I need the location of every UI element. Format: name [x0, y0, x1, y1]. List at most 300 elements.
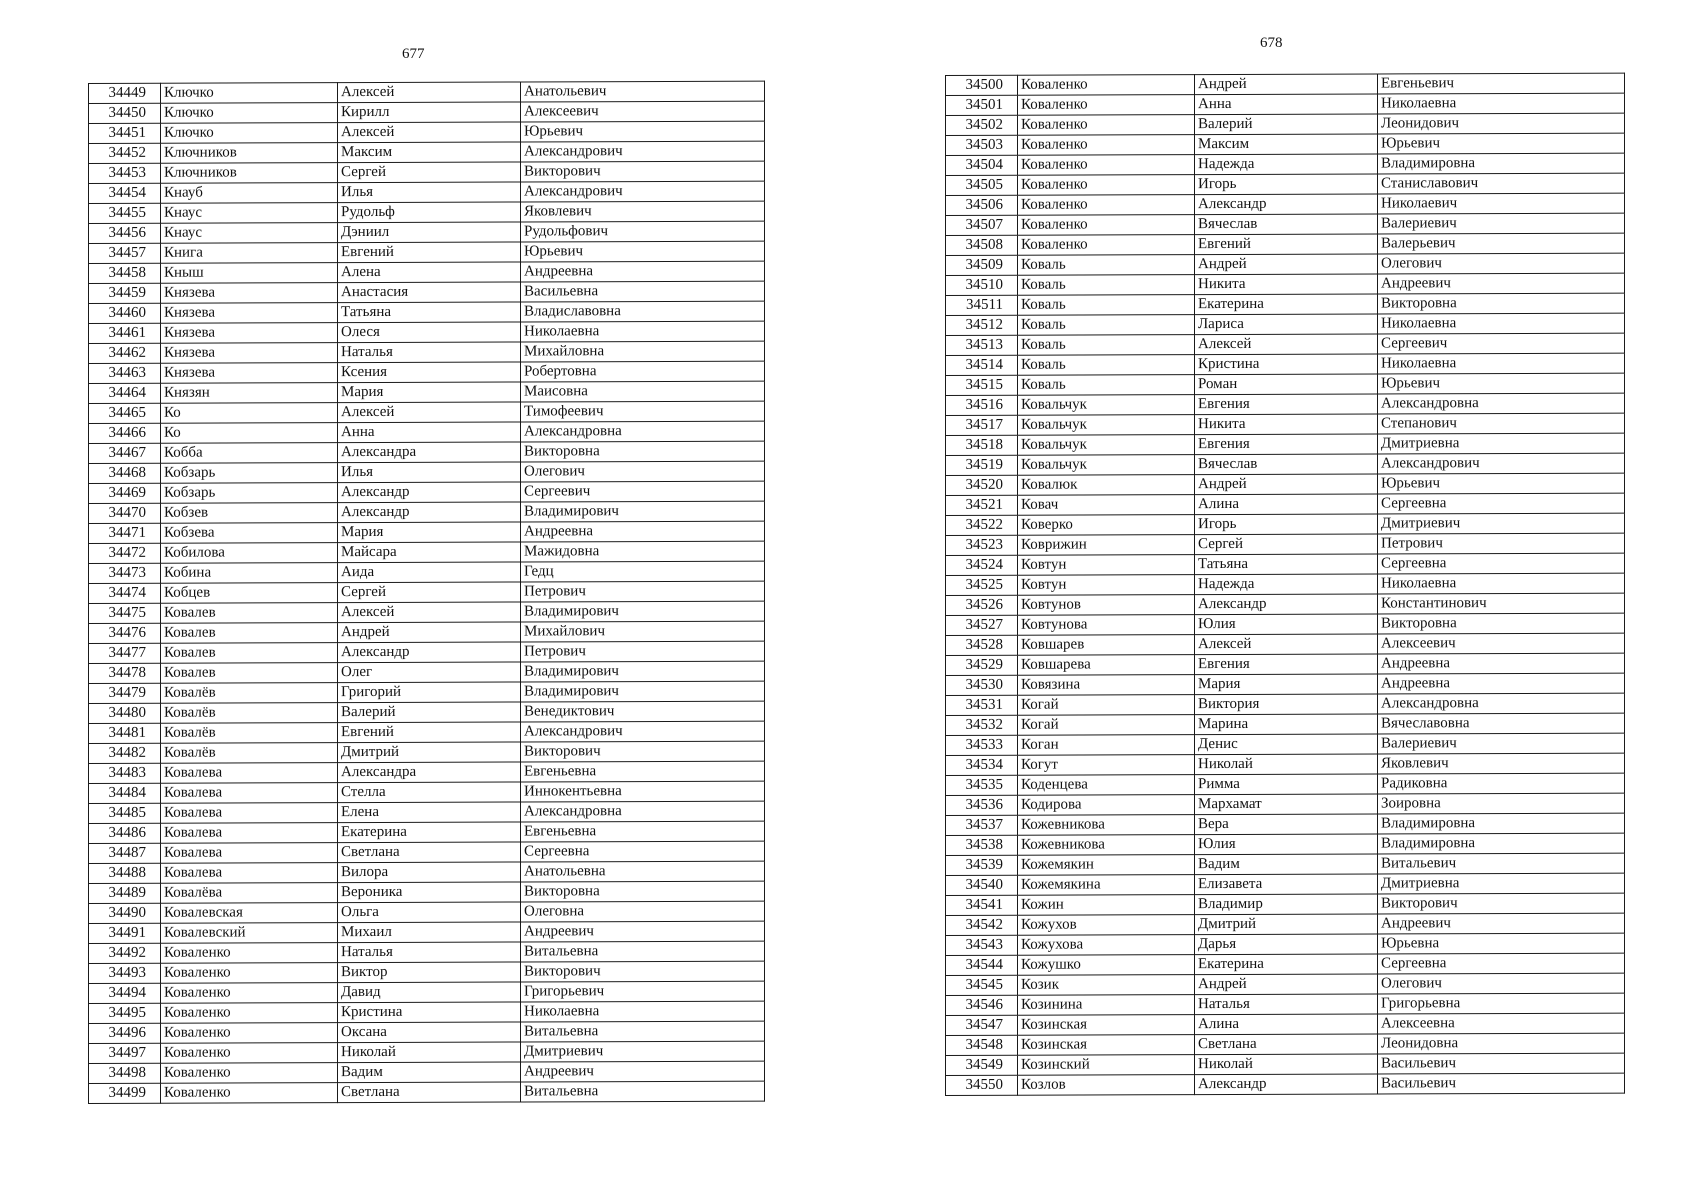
surname-cell: Козинина	[1018, 995, 1195, 1016]
table-row	[89, 521, 765, 543]
first-name-cell: Евгения	[1195, 434, 1378, 455]
patronymic-cell: Валерьевич	[1378, 233, 1625, 254]
table-row	[946, 793, 1625, 815]
first-name-cell: Илья	[338, 182, 521, 203]
record-number-cell: 34465	[89, 403, 161, 423]
record-number-cell: 34449	[89, 83, 161, 103]
patronymic-cell: Юрьевич	[521, 121, 765, 142]
record-number-cell: 34473	[89, 563, 161, 583]
patronymic-cell: Юрьевич	[1378, 373, 1625, 394]
table-row	[89, 281, 765, 303]
surname-cell: Ковалёв	[161, 743, 338, 764]
patronymic-cell: Николаевна	[521, 321, 765, 342]
record-number-cell: 34492	[89, 943, 161, 963]
patronymic-cell: Юрьевич	[1378, 473, 1625, 494]
first-name-cell: Татьяна	[338, 302, 521, 323]
patronymic-cell: Маисовна	[521, 381, 765, 402]
surname-cell: Коваленко	[161, 983, 338, 1004]
table-row	[89, 861, 765, 883]
first-name-cell: Евгения	[1195, 394, 1378, 415]
first-name-cell: Михаил	[338, 922, 521, 943]
surname-cell: Кожевникова	[1018, 815, 1195, 836]
table-row	[946, 913, 1625, 935]
patronymic-cell: Радиковна	[1378, 773, 1625, 794]
record-number-cell: 34490	[89, 903, 161, 923]
patronymic-cell: Анатольевна	[521, 861, 765, 882]
register-body-left	[89, 81, 765, 1103]
table-row	[89, 221, 765, 243]
surname-cell: Ковалевская	[161, 903, 338, 924]
record-number-cell: 34525	[946, 575, 1018, 595]
surname-cell: Ко	[161, 403, 338, 424]
patronymic-cell: Васильевич	[1378, 1053, 1625, 1074]
surname-cell: Ковалева	[161, 783, 338, 804]
patronymic-cell: Леонидович	[1378, 113, 1625, 134]
patronymic-cell: Викторович	[521, 161, 765, 182]
record-number-cell: 34471	[89, 523, 161, 543]
record-number-cell: 34537	[946, 815, 1018, 835]
record-number-cell: 34540	[946, 875, 1018, 895]
patronymic-cell: Дмитриевна	[1378, 433, 1625, 454]
first-name-cell: Екатерина	[1195, 954, 1378, 975]
surname-cell: Кобина	[161, 563, 338, 584]
first-name-cell: Аида	[338, 562, 521, 583]
surname-cell: Ковалёв	[161, 703, 338, 724]
surname-cell: Кобзарь	[161, 483, 338, 504]
surname-cell: Ковалева	[161, 863, 338, 884]
surname-cell: Ковалёв	[161, 683, 338, 704]
table-row	[89, 941, 765, 963]
patronymic-cell: Олегович	[521, 461, 765, 482]
first-name-cell: Вилора	[338, 862, 521, 883]
surname-cell: Коваленко	[161, 1043, 338, 1064]
surname-cell: Ковалев	[161, 603, 338, 624]
surname-cell: Коваленко	[161, 1083, 338, 1104]
record-number-cell: 34501	[946, 95, 1018, 115]
patronymic-cell: Владиславовна	[521, 301, 765, 322]
first-name-cell: Анна	[338, 422, 521, 443]
first-name-cell: Майсара	[338, 542, 521, 563]
table-row	[946, 693, 1625, 715]
record-number-cell: 34544	[946, 955, 1018, 975]
surname-cell: Ковтунова	[1018, 615, 1195, 636]
surname-cell: Ковалев	[161, 623, 338, 644]
first-name-cell: Дэниил	[338, 222, 521, 243]
record-number-cell: 34543	[946, 935, 1018, 955]
record-number-cell: 34502	[946, 115, 1018, 135]
record-number-cell: 34460	[89, 303, 161, 323]
first-name-cell: Дмитрий	[338, 742, 521, 763]
patronymic-cell: Викторович	[1378, 893, 1625, 914]
table-row	[946, 1013, 1625, 1035]
table-row	[946, 733, 1625, 755]
table-row	[946, 573, 1625, 595]
patronymic-cell: Петрович	[521, 641, 765, 662]
record-number-cell: 34468	[89, 463, 161, 483]
record-number-cell: 34464	[89, 383, 161, 403]
surname-cell: Ковязина	[1018, 675, 1195, 696]
first-name-cell: Максим	[1195, 134, 1378, 155]
first-name-cell: Анна	[1195, 94, 1378, 115]
record-number-cell: 34458	[89, 263, 161, 283]
table-row	[89, 701, 765, 723]
record-number-cell: 34479	[89, 683, 161, 703]
patronymic-cell: Дмитриевич	[521, 1041, 765, 1062]
record-number-cell: 34523	[946, 535, 1018, 555]
table-row	[946, 813, 1625, 835]
table-row	[89, 981, 765, 1003]
patronymic-cell: Владимирович	[521, 681, 765, 702]
table-row	[89, 761, 765, 783]
surname-cell: Кожемякин	[1018, 855, 1195, 876]
first-name-cell: Алексей	[1195, 334, 1378, 355]
record-number-cell: 34469	[89, 483, 161, 503]
first-name-cell: Елена	[338, 802, 521, 823]
table-row	[946, 193, 1625, 215]
record-number-cell: 34477	[89, 643, 161, 663]
first-name-cell: Лариса	[1195, 314, 1378, 335]
patronymic-cell: Андреевич	[1378, 273, 1625, 294]
table-row	[89, 841, 765, 863]
first-name-cell: Сергей	[1195, 534, 1378, 555]
patronymic-cell: Викторовна	[1378, 613, 1625, 634]
record-number-cell: 34486	[89, 823, 161, 843]
record-number-cell: 34495	[89, 1003, 161, 1023]
patronymic-cell: Андреевна	[521, 261, 765, 282]
table-row	[89, 1061, 765, 1083]
first-name-cell: Дарья	[1195, 934, 1378, 955]
patronymic-cell: Валериевич	[1378, 733, 1625, 754]
record-number-cell: 34515	[946, 375, 1018, 395]
patronymic-cell: Николаевна	[1378, 573, 1625, 594]
first-name-cell: Александр	[338, 642, 521, 663]
first-name-cell: Алина	[1195, 494, 1378, 515]
first-name-cell: Марина	[1195, 714, 1378, 735]
surname-cell: Коваль	[1018, 315, 1195, 336]
patronymic-cell: Дмитриевич	[1378, 513, 1625, 534]
record-number-cell: 34534	[946, 755, 1018, 775]
record-number-cell: 34461	[89, 323, 161, 343]
patronymic-cell: Константинович	[1378, 593, 1625, 614]
surname-cell: Ковшарев	[1018, 635, 1195, 656]
first-name-cell: Алексей	[338, 402, 521, 423]
patronymic-cell: Евгеньевна	[521, 821, 765, 842]
table-row	[89, 161, 765, 183]
first-name-cell: Евгения	[1195, 654, 1378, 675]
record-number-cell: 34533	[946, 735, 1018, 755]
surname-cell: Коврижин	[1018, 535, 1195, 556]
patronymic-cell: Мажидовна	[521, 541, 765, 562]
surname-cell: Ковалевский	[161, 923, 338, 944]
surname-cell: Когай	[1018, 715, 1195, 736]
record-number-cell: 34463	[89, 363, 161, 383]
table-row	[946, 933, 1625, 955]
first-name-cell: Игорь	[1195, 514, 1378, 535]
surname-cell: Князева	[161, 343, 338, 364]
record-number-cell: 34470	[89, 503, 161, 523]
first-name-cell: Вера	[1195, 814, 1378, 835]
register-body-right	[946, 73, 1625, 1095]
patronymic-cell: Алексеевич	[1378, 633, 1625, 654]
page-number-left: 677	[402, 46, 425, 62]
record-number-cell: 34455	[89, 203, 161, 223]
surname-cell: Коваленко	[161, 1003, 338, 1024]
record-number-cell: 34504	[946, 155, 1018, 175]
table-row	[89, 961, 765, 983]
record-number-cell: 34530	[946, 675, 1018, 695]
table-row	[946, 153, 1625, 175]
surname-cell: Ковтунов	[1018, 595, 1195, 616]
table-row	[89, 721, 765, 743]
patronymic-cell: Викторович	[521, 741, 765, 762]
surname-cell: Коваленко	[161, 1023, 338, 1044]
patronymic-cell: Олеговна	[521, 901, 765, 922]
first-name-cell: Валерий	[338, 702, 521, 723]
surname-cell: Книга	[161, 243, 338, 264]
patronymic-cell: Григорьевич	[521, 981, 765, 1002]
record-number-cell: 34512	[946, 315, 1018, 335]
record-number-cell: 34498	[89, 1063, 161, 1083]
patronymic-cell: Яковлевич	[1378, 753, 1625, 774]
patronymic-cell: Викторовна	[1378, 293, 1625, 314]
record-number-cell: 34535	[946, 775, 1018, 795]
patronymic-cell: Викторовна	[521, 441, 765, 462]
first-name-cell: Андрей	[1195, 254, 1378, 275]
patronymic-cell: Гедц	[521, 561, 765, 582]
first-name-cell: Андрей	[1195, 974, 1378, 995]
record-number-cell: 34481	[89, 723, 161, 743]
patronymic-cell: Рудольфович	[521, 221, 765, 242]
patronymic-cell: Леонидовна	[1378, 1033, 1625, 1054]
table-row	[946, 653, 1625, 675]
surname-cell: Ковалев	[161, 643, 338, 664]
first-name-cell: Евгений	[1195, 234, 1378, 255]
surname-cell: Кобба	[161, 443, 338, 464]
surname-cell: Когай	[1018, 695, 1195, 716]
surname-cell: Коваль	[1018, 355, 1195, 376]
table-row	[946, 513, 1625, 535]
patronymic-cell: Михайловна	[521, 341, 765, 362]
record-number-cell: 34541	[946, 895, 1018, 915]
surname-cell: Ключко	[161, 83, 338, 104]
first-name-cell: Екатерина	[1195, 294, 1378, 315]
surname-cell: Князева	[161, 323, 338, 344]
table-row	[89, 1041, 765, 1063]
first-name-cell: Алексей	[338, 602, 521, 623]
surname-cell: Коваленко	[1018, 75, 1195, 96]
table-row	[89, 801, 765, 823]
surname-cell: Ключников	[161, 143, 338, 164]
first-name-cell: Николай	[338, 1042, 521, 1063]
table-row	[89, 581, 765, 603]
record-number-cell: 34475	[89, 603, 161, 623]
patronymic-cell: Юрьевич	[1378, 133, 1625, 154]
first-name-cell: Андрей	[338, 622, 521, 643]
patronymic-cell: Дмитриевна	[1378, 873, 1625, 894]
surname-cell: Коваленко	[1018, 95, 1195, 116]
first-name-cell: Владимир	[1195, 894, 1378, 915]
table-row	[946, 233, 1625, 255]
surname-cell: Коваленко	[1018, 195, 1195, 216]
surname-cell: Князян	[161, 383, 338, 404]
record-number-cell: 34538	[946, 835, 1018, 855]
table-row	[946, 253, 1625, 275]
surname-cell: Козлов	[1018, 1075, 1195, 1096]
table-row	[946, 453, 1625, 475]
patronymic-cell: Михайлович	[521, 621, 765, 642]
table-row	[946, 753, 1625, 775]
first-name-cell: Светлана	[338, 842, 521, 863]
first-name-cell: Никита	[1195, 414, 1378, 435]
table-row	[89, 821, 765, 843]
patronymic-cell: Алексеевич	[521, 101, 765, 122]
patronymic-cell: Сергеевич	[521, 481, 765, 502]
surname-cell: Ковальчук	[1018, 395, 1195, 416]
record-number-cell: 34478	[89, 663, 161, 683]
patronymic-cell: Григорьевна	[1378, 993, 1625, 1014]
patronymic-cell: Александровна	[521, 801, 765, 822]
record-number-cell: 34531	[946, 695, 1018, 715]
record-number-cell: 34536	[946, 795, 1018, 815]
surname-cell: Кобцев	[161, 583, 338, 604]
surname-cell: Коваленко	[161, 943, 338, 964]
surname-cell: Ковальчук	[1018, 455, 1195, 476]
patronymic-cell: Николаевич	[1378, 193, 1625, 214]
record-number-cell: 34542	[946, 915, 1018, 935]
surname-cell: Кожухова	[1018, 935, 1195, 956]
record-number-cell: 34489	[89, 883, 161, 903]
surname-cell: Коваль	[1018, 375, 1195, 396]
surname-cell: Кныш	[161, 263, 338, 284]
patronymic-cell: Витальевна	[521, 1021, 765, 1042]
first-name-cell: Сергей	[338, 582, 521, 603]
record-number-cell: 34516	[946, 395, 1018, 415]
table-row	[946, 1033, 1625, 1055]
patronymic-cell: Владимировна	[1378, 833, 1625, 854]
table-row	[89, 181, 765, 203]
surname-cell: Ключников	[161, 163, 338, 184]
record-number-cell: 34484	[89, 783, 161, 803]
record-number-cell: 34462	[89, 343, 161, 363]
record-number-cell: 34507	[946, 215, 1018, 235]
record-number-cell: 34503	[946, 135, 1018, 155]
table-row	[89, 241, 765, 263]
surname-cell: Ко	[161, 423, 338, 444]
patronymic-cell: Андреевна	[1378, 653, 1625, 674]
table-row	[946, 673, 1625, 695]
record-number-cell: 34474	[89, 583, 161, 603]
surname-cell: Кобилова	[161, 543, 338, 564]
first-name-cell: Ксения	[338, 362, 521, 383]
patronymic-cell: Андреевна	[1378, 673, 1625, 694]
table-row	[89, 361, 765, 383]
patronymic-cell: Олегович	[1378, 253, 1625, 274]
patronymic-cell: Николаевна	[1378, 313, 1625, 334]
table-row	[946, 73, 1625, 95]
first-name-cell: Александр	[1195, 1074, 1378, 1095]
record-number-cell: 34488	[89, 863, 161, 883]
table-row	[89, 261, 765, 283]
first-name-cell: Татьяна	[1195, 554, 1378, 575]
first-name-cell: Виктория	[1195, 694, 1378, 715]
table-row	[946, 1073, 1625, 1095]
table-row	[89, 741, 765, 763]
register-table-left	[88, 81, 765, 1104]
table-row	[89, 381, 765, 403]
table-row	[946, 93, 1625, 115]
record-number-cell: 34496	[89, 1023, 161, 1043]
patronymic-cell: Николаевна	[521, 1001, 765, 1022]
patronymic-cell: Андреевна	[521, 521, 765, 542]
patronymic-cell: Васильевич	[1378, 1073, 1625, 1094]
page-number-right: 678	[1260, 35, 1283, 51]
record-number-cell: 34480	[89, 703, 161, 723]
surname-cell: Козинская	[1018, 1015, 1195, 1036]
record-number-cell: 34485	[89, 803, 161, 823]
first-name-cell: Надежда	[1195, 574, 1378, 595]
surname-cell: Коваль	[1018, 335, 1195, 356]
patronymic-cell: Александрович	[1378, 453, 1625, 474]
record-number-cell: 34483	[89, 763, 161, 783]
table-row	[946, 373, 1625, 395]
record-number-cell: 34519	[946, 455, 1018, 475]
first-name-cell: Алена	[338, 262, 521, 283]
table-row	[89, 321, 765, 343]
record-number-cell: 34514	[946, 355, 1018, 375]
table-row	[89, 101, 765, 123]
surname-cell: Козинский	[1018, 1055, 1195, 1076]
first-name-cell: Олеся	[338, 322, 521, 343]
record-number-cell: 34547	[946, 1015, 1018, 1035]
patronymic-cell: Зоировна	[1378, 793, 1625, 814]
first-name-cell: Григорий	[338, 682, 521, 703]
patronymic-cell: Андреевич	[521, 921, 765, 942]
record-number-cell: 34494	[89, 983, 161, 1003]
surname-cell: Когут	[1018, 755, 1195, 776]
patronymic-cell: Николаевна	[1378, 93, 1625, 114]
record-number-cell: 34521	[946, 495, 1018, 515]
patronymic-cell: Евгеньевна	[521, 761, 765, 782]
record-number-cell: 34456	[89, 223, 161, 243]
surname-cell: Ключко	[161, 103, 338, 124]
table-row	[946, 873, 1625, 895]
first-name-cell: Алексей	[338, 82, 521, 103]
record-number-cell: 34450	[89, 103, 161, 123]
record-number-cell: 34506	[946, 195, 1018, 215]
surname-cell: Кожухов	[1018, 915, 1195, 936]
first-name-cell: Елизавета	[1195, 874, 1378, 895]
surname-cell: Кобзев	[161, 503, 338, 524]
patronymic-cell: Евгеньевич	[1378, 73, 1625, 94]
patronymic-cell: Валериевич	[1378, 213, 1625, 234]
patronymic-cell: Александрович	[521, 721, 765, 742]
patronymic-cell: Викторович	[521, 961, 765, 982]
table-row	[89, 341, 765, 363]
surname-cell: Ковалева	[161, 803, 338, 824]
patronymic-cell: Анатольевич	[521, 81, 765, 102]
first-name-cell: Вячеслав	[1195, 454, 1378, 475]
surname-cell: Коваль	[1018, 295, 1195, 316]
surname-cell: Коваленко	[1018, 115, 1195, 136]
surname-cell: Козик	[1018, 975, 1195, 996]
table-row	[89, 901, 765, 923]
patronymic-cell: Владимирович	[521, 661, 765, 682]
table-row	[89, 541, 765, 563]
surname-cell: Коваль	[1018, 275, 1195, 296]
table-row	[89, 81, 765, 103]
patronymic-cell: Владимировна	[1378, 813, 1625, 834]
surname-cell: Ковалева	[161, 823, 338, 844]
